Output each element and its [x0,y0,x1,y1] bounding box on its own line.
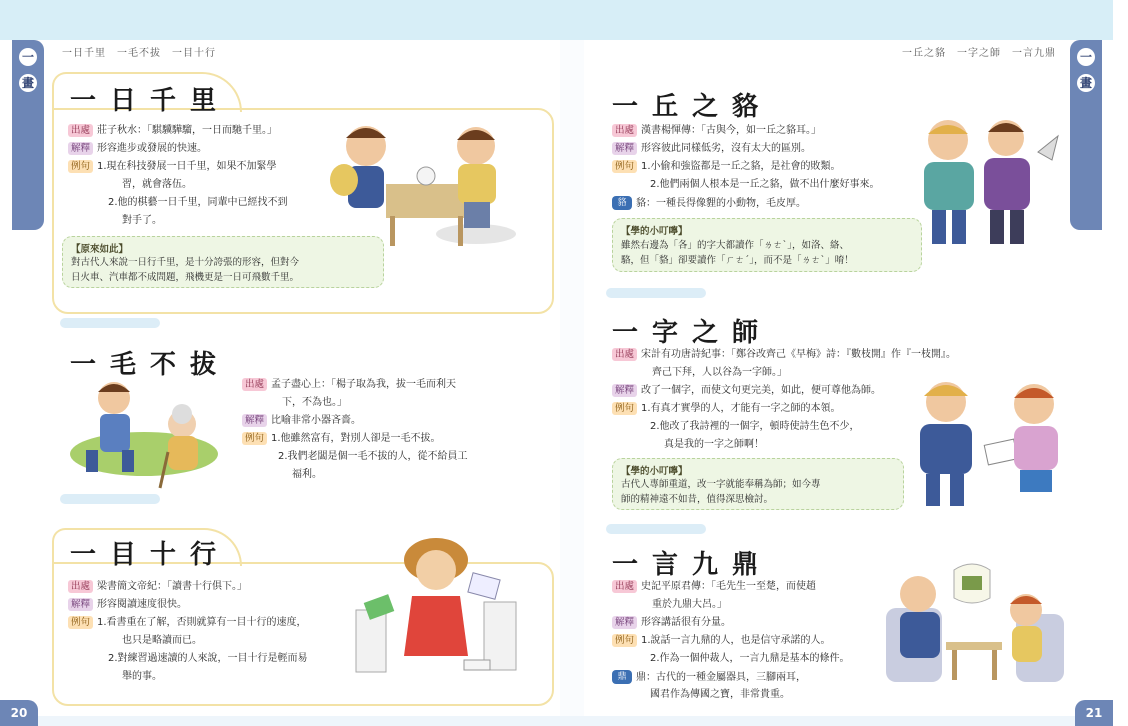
note-heading: 【原來如此】 [71,244,129,255]
entry-title: 一字之師 [612,318,773,348]
glossary-badge-icon: 鼎 [612,670,632,684]
explanation-line [68,142,207,156]
note-text: 古代人專師重道，改一字就能奉稱為師；如今專 [621,479,821,490]
screen-edge [1113,0,1128,726]
badge-line [612,196,806,211]
source-label: 出處 [612,580,637,593]
man-and-boy-with-paper-illustration [910,376,1070,510]
example-label: 例句 [612,402,637,415]
example-cont: 也只是略讀而已。 [122,635,202,646]
glossary-badge-icon: 貉 [612,196,632,210]
example-text: 2.我們老闆是個一毛不拔的人，從不給員工 [278,451,468,462]
example-text: 1.小偷和強盜都是一丘之貉，是社會的敗類。 [641,161,841,172]
source-text: 史記平原君傳：「毛先生一至楚，而使趙 [641,581,817,592]
chapter-tab-right [1070,40,1102,230]
chapter-tab-char: 一 [1077,48,1095,66]
example-text: 2.對練習過速讀的人來說，一目十行是輕而易 [108,653,308,664]
glossary-text: 鼎：古代的一種金屬器具，三腳兩耳， [636,672,806,683]
explanation-text: 形容彼此同樣低劣，沒有太大的區別。 [641,143,812,154]
explanation-line [612,384,881,398]
note-text: 日火車、汽車都不成問題，飛機更是一日可飛數千里。 [71,272,300,283]
explanation-label: 解釋 [68,598,93,611]
explanation-label: 解釋 [612,142,637,155]
source-line [242,378,456,392]
example-text: 1.說話一言九鼎的人，也是信守承諾的人。 [641,635,831,646]
example-line [68,616,307,630]
page-number-left: 20 [0,700,38,726]
explanation-text: 形容講話很有分量。 [641,617,732,628]
glossary-text: 貉：一種長得像貍的小動物，毛皮厚。 [636,198,806,209]
badge-line [612,670,806,685]
entry-title: 一日千里 [70,86,231,116]
book-gutter [560,40,584,716]
source-line [68,580,247,594]
note-text: 對古代人來說一日行千里，是十分誇張的形容，但對今 [71,257,300,268]
divider-band [60,494,160,504]
example-text: 1.現在科技發展一日千里，如果不加緊學 [97,161,277,172]
source-text: 漢書楊惲傳：「古與今，如一丘之貉耳。」 [641,125,822,136]
explanation-line [68,598,187,612]
two-men-illustration [912,114,1068,254]
running-head-left: 一日千里 一毛不拔 一目十行 [62,48,216,59]
boys-playing-go-illustration [326,118,526,248]
top-bar [0,0,1113,40]
source-label: 出處 [612,348,637,361]
source-line [612,124,821,138]
chapter-tab-char: 畫 [1077,74,1095,92]
example-cont: 舉的事。 [122,671,162,682]
explanation-line [612,142,811,156]
example-label: 例句 [612,634,637,647]
example-text: 1.他雖然富有，對別人卻是一毛不拔。 [271,433,441,444]
entry-title: 一毛不拔 [70,350,231,380]
explanation-text: 形容進步或發展的快速。 [97,143,208,154]
example-text: 2.作為一個仲裁人，一言九鼎是基本的條件。 [650,653,850,664]
example-label: 例句 [68,616,93,629]
example-text: 1.看書重在了解，否則就算有一目十行的速度， [97,617,307,628]
explanation-line [612,616,731,630]
explanation-text: 比喻非常小器吝嗇。 [271,415,362,426]
source-line [612,580,816,594]
source-text: 梁書簡文帝紀：「讀書十行俱下。」 [97,581,248,592]
example-cont: 對手了。 [122,215,162,226]
source-cont: 重於九鼎大呂。」 [652,599,727,610]
glossary-cont: 國君作為傳國之寶，非常貴重。 [650,689,790,700]
running-head-right: 一丘之貉 一字之師 一言九鼎 [902,48,1056,59]
source-text: 孟子盡心上：「楊子取為我，拔一毛而利天 [271,379,457,390]
example-text: 2.他的棋藝一日千里，同輩中已經找不到 [108,197,288,208]
example-label: 例句 [242,432,267,445]
man-and-old-woman-illustration [64,372,234,492]
example-text: 2.他改了我詩裡的一個字，頓時使詩生色不少， [650,421,860,432]
note-heading: 【學的小叮嚀】 [621,226,688,237]
note-text: 師的精神遠不如昔，值得深思檢討。 [621,494,774,505]
example-cont: 習，就會落伍。 [122,179,192,190]
example-cont: 真是我的一字之師啊！ [664,439,764,450]
source-label: 出處 [68,580,93,593]
note-box [612,458,904,510]
explanation-label: 解釋 [242,414,267,427]
source-label: 出處 [242,378,267,391]
divider-band [606,288,706,298]
example-line [242,432,441,446]
source-cont: 下，不為也。」 [282,397,347,408]
explanation-text: 形容閱讀速度很快。 [97,599,188,610]
divider-band [60,318,160,328]
girl-reading-books-illustration [352,536,522,686]
divider-band [606,524,706,534]
source-label: 出處 [68,124,93,137]
chapter-tab-left [12,40,44,230]
explanation-label: 解釋 [68,142,93,155]
example-text: 1.有真才實學的人，才能有一字之師的本領。 [641,403,841,414]
source-line [612,348,956,362]
example-line [612,402,841,416]
source-line [68,124,277,138]
note-heading: 【學的小叮嚀】 [621,466,688,477]
grandpa-and-boy-at-table-illustration [876,558,1072,690]
example-line [612,634,831,648]
source-text: 莊子秋水：「騏驥驊騮，一日而馳千里。」 [97,125,278,136]
note-text: 雖然右邊為「各」的字大都讀作「ㄌㄜˋ」，如洛、絡、 [621,240,850,251]
explanation-line [242,414,361,428]
example-label: 例句 [68,160,93,173]
example-line [612,160,841,174]
entry-title: 一目十行 [70,540,231,570]
explanation-label: 解釋 [612,616,637,629]
example-cont: 福利。 [292,469,322,480]
source-cont: 齊己下拜，人以谷為一字師。」 [652,367,787,378]
explanation-label: 解釋 [612,384,637,397]
page-number-right: 21 [1075,700,1113,726]
note-text: 駱，但「貉」卻要讀作「ㄏㄜˊ」，而不是「ㄌㄜˋ」唷！ [621,255,854,266]
source-text: 宋計有功唐詩紀事：「鄭谷改齊己《早梅》詩：『數枝開』作『一枝開』。 [641,349,957,360]
example-line [68,160,277,174]
chapter-tab-char: 一 [19,48,37,66]
chapter-tab-char: 畫 [19,74,37,92]
example-text: 2.他們兩個人根本是一丘之貉，做不出什麼好事來。 [650,179,880,190]
entry-title: 一丘之貉 [612,92,773,122]
example-label: 例句 [612,160,637,173]
entry-title: 一言九鼎 [612,550,773,580]
source-label: 出處 [612,124,637,137]
note-box [612,218,922,272]
explanation-text: 改了一個字，而使文句更完美，如此，便可尊他為師。 [641,385,882,396]
